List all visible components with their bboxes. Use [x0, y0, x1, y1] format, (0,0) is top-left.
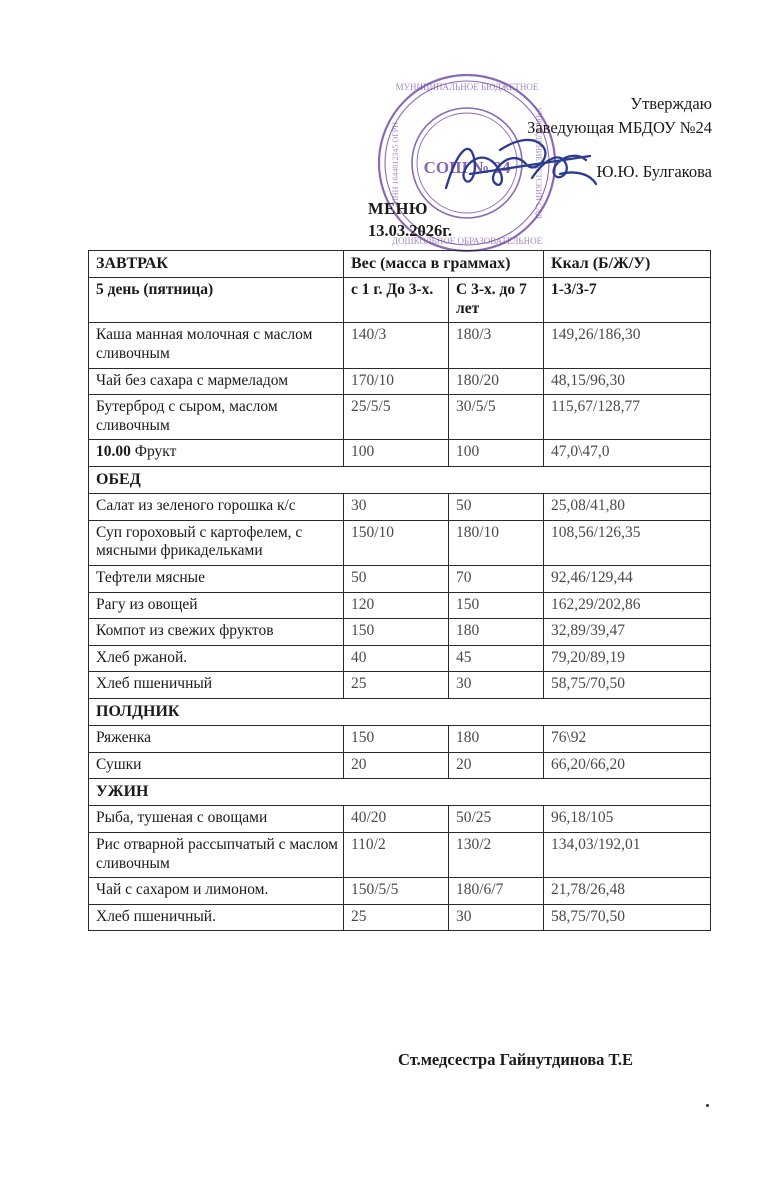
approval-line-3: Ю.Ю. Булгакова	[596, 161, 712, 181]
dish-name: Салат из зеленого горошка к/с	[89, 494, 344, 521]
weight-1to3: 150	[344, 619, 449, 646]
kcal-value: 58,75/70,50	[544, 672, 711, 699]
weight-1to3: 50	[344, 565, 449, 592]
kcal-value: 48,15/96,30	[544, 368, 711, 395]
table-row	[89, 833, 711, 878]
table-row	[89, 440, 711, 467]
table-row	[89, 752, 711, 779]
weight-1to3: 120	[344, 592, 449, 619]
kcal-value: 96,18/105	[544, 806, 711, 833]
kcal-value: 162,29/202,86	[544, 592, 711, 619]
weight-3to7: 180	[449, 619, 544, 646]
table-row	[89, 592, 711, 619]
page-mark	[706, 1104, 709, 1107]
svg-text:ИНН 1644012345 ОГРН: ИНН 1644012345 ОГРН	[391, 122, 400, 204]
kcal-value: 32,89/39,47	[544, 619, 711, 646]
weight-1to3: 110/2	[344, 833, 449, 878]
table-row	[89, 395, 711, 440]
title-block	[368, 198, 452, 243]
weight-3to7: 130/2	[449, 833, 544, 878]
dish-name: Чай с сахаром и лимоном.	[89, 878, 344, 905]
menu-table-wrap	[88, 250, 710, 931]
weight-3to7: 180	[449, 726, 544, 753]
header-kcal-range: 1-3/3-7	[544, 278, 711, 323]
dish-name: Сушки	[89, 752, 344, 779]
weight-3to7: 100	[449, 440, 544, 467]
table-row	[89, 878, 711, 905]
weight-3to7: 180/10	[449, 520, 544, 565]
weight-3to7: 30	[449, 904, 544, 931]
svg-text:ДОШКОЛЬНОЕ ОБРАЗОВАТЕЛЬНОЕ: ДОШКОЛЬНОЕ ОБРАЗОВАТЕЛЬНОЕ	[391, 236, 543, 246]
svg-text:УЧРЕЖДЕНИЕ ДЕТСКИЙ САД: УЧРЕЖДЕНИЕ ДЕТСКИЙ САД	[534, 107, 543, 219]
weight-1to3: 150	[344, 726, 449, 753]
table-row	[89, 904, 711, 931]
weight-1to3: 40	[344, 645, 449, 672]
weight-3to7: 180/20	[449, 368, 544, 395]
weight-1to3: 20	[344, 752, 449, 779]
table-row	[89, 645, 711, 672]
weight-3to7: 30/5/5	[449, 395, 544, 440]
section-title: ОБЕД	[89, 466, 711, 493]
header-age-3to7: С 3-х. до 7 лет	[449, 278, 544, 323]
table-header-row	[89, 278, 711, 323]
weight-1to3: 100	[344, 440, 449, 467]
menu-table	[88, 250, 711, 931]
section-title: УЖИН	[89, 779, 711, 806]
weight-1to3: 150/5/5	[344, 878, 449, 905]
kcal-value: 66,20/66,20	[544, 752, 711, 779]
approval-line-1: Утверждаю	[630, 94, 712, 113]
section-header-row	[89, 779, 711, 806]
table-row	[89, 806, 711, 833]
weight-1to3: 170/10	[344, 368, 449, 395]
table-row	[89, 520, 711, 565]
stamp-text: СОШ № 24	[423, 158, 511, 177]
weight-1to3: 150/10	[344, 520, 449, 565]
kcal-value: 47,0\47,0	[544, 440, 711, 467]
dish-name: 10.00 Фрукт	[89, 440, 344, 467]
col-header-kcal: Ккал (Б/Ж/У)	[544, 251, 711, 278]
kcal-value: 25,08/41,80	[544, 494, 711, 521]
section-header-row	[89, 698, 711, 725]
weight-1to3: 25	[344, 672, 449, 699]
dish-name: Бутерброд с сыром, маслом сливочным	[89, 395, 344, 440]
col-header-breakfast: ЗАВТРАК	[89, 251, 344, 278]
dish-name: Ряженка	[89, 726, 344, 753]
header-day: 5 день (пятница)	[89, 278, 344, 323]
kcal-value: 134,03/192,01	[544, 833, 711, 878]
table-column-header	[89, 251, 711, 278]
weight-3to7: 50/25	[449, 806, 544, 833]
dish-name: Рыба, тушеная с овощами	[89, 806, 344, 833]
dish-name: Тефтели мясные	[89, 565, 344, 592]
weight-3to7: 180/3	[449, 323, 544, 368]
weight-3to7: 45	[449, 645, 544, 672]
dish-name: Компот из свежих фруктов	[89, 619, 344, 646]
page-title: МЕНЮ	[368, 199, 428, 218]
table-row	[89, 672, 711, 699]
dish-name: Хлеб пшеничный	[89, 672, 344, 699]
weight-3to7: 30	[449, 672, 544, 699]
kcal-value: 92,46/129,44	[544, 565, 711, 592]
dish-name: Хлеб пшеничный.	[89, 904, 344, 931]
approval-block	[527, 92, 712, 184]
menu-table-body	[89, 251, 711, 931]
table-row	[89, 494, 711, 521]
kcal-value: 76\92	[544, 726, 711, 753]
dish-name: Чай без сахара с мармеладом	[89, 368, 344, 395]
weight-3to7: 180/6/7	[449, 878, 544, 905]
table-row	[89, 619, 711, 646]
table-row	[89, 565, 711, 592]
approval-line-2: Заведующая МБДОУ №24	[527, 117, 712, 137]
dish-name: Хлеб ржаной.	[89, 645, 344, 672]
table-row	[89, 368, 711, 395]
dish-name: Рагу из овощей	[89, 592, 344, 619]
kcal-value: 115,67/128,77	[544, 395, 711, 440]
weight-1to3: 25	[344, 904, 449, 931]
weight-3to7: 50	[449, 494, 544, 521]
weight-1to3: 40/20	[344, 806, 449, 833]
dish-name: Рис отварной рассыпчатый с маслом сливочным	[89, 833, 344, 878]
kcal-value: 79,20/89,19	[544, 645, 711, 672]
col-header-weight: Вес (масса в граммах)	[344, 251, 544, 278]
weight-1to3: 25/5/5	[344, 395, 449, 440]
kcal-value: 149,26/186,30	[544, 323, 711, 368]
dish-name: Каша манная молочная с маслом сливочным	[89, 323, 344, 368]
table-row	[89, 726, 711, 753]
weight-3to7: 20	[449, 752, 544, 779]
weight-1to3: 140/3	[344, 323, 449, 368]
section-header-row	[89, 466, 711, 493]
header-age-1to3: с 1 г. До 3-х.	[344, 278, 449, 323]
kcal-value: 108,56/126,35	[544, 520, 711, 565]
section-title: ПОЛДНИК	[89, 698, 711, 725]
kcal-value: 58,75/70,50	[544, 904, 711, 931]
svg-text:МУНИЦИПАЛЬНОЕ БЮДЖЕТНОЕ: МУНИЦИПАЛЬНОЕ БЮДЖЕТНОЕ	[395, 82, 539, 92]
table-row	[89, 323, 711, 368]
weight-1to3: 30	[344, 494, 449, 521]
weight-3to7: 150	[449, 592, 544, 619]
menu-date: 13.03.2026г.	[368, 221, 453, 241]
footer-signature-line: Ст.медсестра Гайнутдинова Т.Е	[398, 1050, 634, 1069]
dish-name: Суп гороховый с картофелем, с мясными фрикадельками	[89, 520, 344, 565]
weight-3to7: 70	[449, 565, 544, 592]
kcal-value: 21,78/26,48	[544, 878, 711, 905]
